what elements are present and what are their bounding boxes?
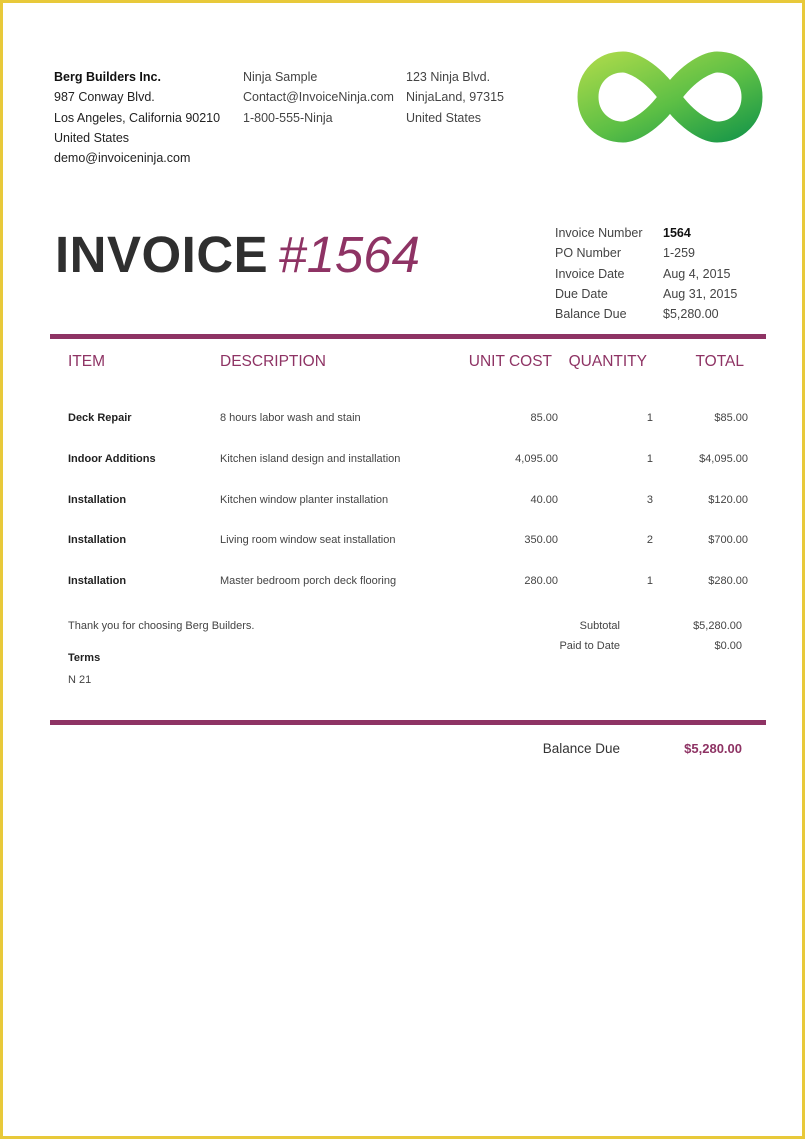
table-row [3,408,805,428]
company-country: United States [54,130,130,145]
client-name: Ninja Sample [243,70,318,84]
row-unit-cost: 85.00 [530,412,558,424]
row-item: Indoor Additions [68,453,156,465]
company-address-line1: 987 Conway Blvd. [54,90,155,105]
infinity-logo-icon [571,45,769,149]
row-total: $700.00 [708,534,748,546]
row-unit-cost: 40.00 [530,494,558,506]
row-quantity: 2 [646,534,653,546]
paid-to-date-label: Paid to Date [559,640,620,652]
client-city: NinjaLand, 97315 [406,90,504,105]
row-description: Kitchen window planter installation [220,494,389,506]
column-header-item: ITEM [68,353,106,370]
column-header-quantity: QUANTITY [568,353,647,370]
invoice-title [55,225,420,285]
column-header-unit-cost: UNIT COST [468,353,552,370]
row-item: Installation [68,534,127,546]
row-quantity: 1 [646,412,653,424]
meta-label-due-date: Due Date [555,286,608,301]
row-description: Kitchen island design and installation [220,453,401,465]
meta-value-po-number: 1-259 [663,246,695,261]
row-unit-cost: 280.00 [524,575,558,587]
table-row [3,571,805,591]
invoice-title-number: #1564 [278,226,421,283]
subtotal-label: Subtotal [579,620,620,632]
company-email: demo@invoiceninja.com [54,151,191,166]
paid-to-date-value: $0.00 [714,640,742,652]
row-total: $120.00 [708,494,748,506]
client-email: Contact@InvoiceNinja.com [243,90,394,105]
row-quantity: 3 [646,494,653,506]
row-item: Installation [68,494,127,506]
row-description: Master bedroom porch deck flooring [220,575,397,587]
terms-label: Terms [68,652,101,664]
row-description: Living room window seat installation [220,534,396,546]
subtotal-value: $5,280.00 [693,620,742,632]
column-header-total: TOTAL [695,353,744,370]
table-row [3,490,805,510]
invoice-meta-values [663,223,737,324]
client-street: 123 Ninja Blvd. [406,70,491,84]
company-address-line2: Los Angeles, California 90210 [54,110,221,125]
terms-value: N 21 [68,674,92,686]
client-address [406,67,504,128]
column-header-description: DESCRIPTION [220,353,326,370]
client-phone: 1-800-555-Ninja [243,110,333,125]
meta-value-balance-due: $5,280.00 [663,307,719,322]
row-description: 8 hours labor wash and stain [220,412,361,424]
company-info [54,67,220,168]
row-unit-cost: 4,095.00 [515,453,558,465]
client-country: United States [406,110,482,125]
table-row [3,530,805,550]
meta-value-invoice-date: Aug 4, 2015 [663,266,731,281]
balance-due-value: $5,280.00 [684,741,742,756]
company-name: Berg Builders Inc. [54,70,161,84]
row-total: $4,095.00 [699,453,748,465]
meta-value-invoice-number: 1564 [663,226,691,240]
row-quantity: 1 [646,453,653,465]
thank-you-note: Thank you for choosing Berg Builders. [68,620,255,632]
row-total: $85.00 [714,412,748,424]
invoice-meta-labels [555,223,643,324]
row-quantity: 1 [646,575,653,587]
meta-label-invoice-date: Invoice Date [555,266,625,281]
meta-label-invoice-number: Invoice Number [555,226,643,240]
table-row [3,449,805,469]
balance-due-label: Balance Due [542,741,620,756]
row-item: Installation [68,575,127,587]
top-divider [50,334,766,339]
client-contact [243,67,394,128]
meta-label-balance-due: Balance Due [555,307,627,322]
meta-value-due-date: Aug 31, 2015 [663,286,738,301]
row-item: Deck Repair [68,412,132,424]
invoice-title-word: INVOICE [55,226,269,283]
row-unit-cost: 350.00 [524,534,558,546]
bottom-divider [50,720,766,725]
row-total: $280.00 [708,575,748,587]
meta-label-po-number: PO Number [555,246,621,261]
